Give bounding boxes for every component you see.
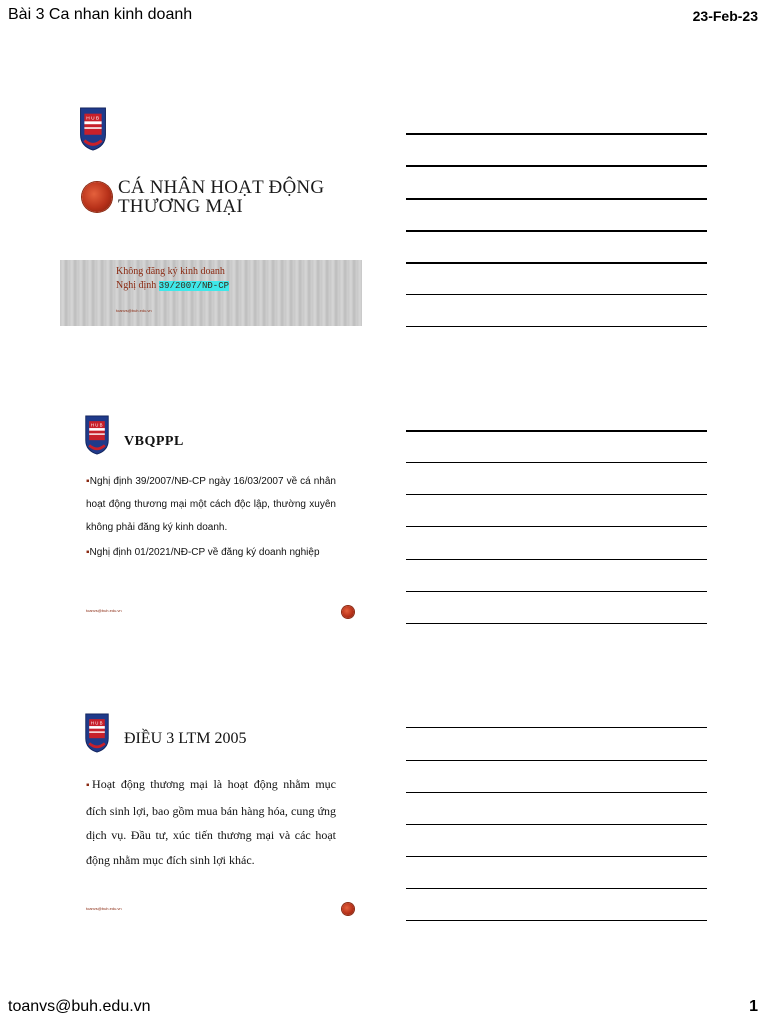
note-line [406,920,707,921]
slide-1-subtitle-line-1: Không đăng ký kinh doanh [116,266,225,277]
svg-text:H: H [90,422,95,428]
slide-2 [60,414,362,628]
slide-3-heading: ĐIỀU 3 LTM 2005 [124,730,247,747]
slide-1-title [118,178,324,216]
svg-text:U: U [95,422,99,428]
bullet-item [86,470,336,539]
slide-3 [60,712,362,924]
note-line [406,294,707,295]
slide-3-email: toanvs@buh.edu.vn [86,906,122,911]
hub-logo-icon [84,414,110,456]
bullet-icon: ▪ [86,547,90,558]
slide-1-title-line-1: CÁ NHÂN HOẠT ĐỘNG [118,177,325,198]
svg-text:B: B [99,422,103,428]
svg-text:B: B [99,720,103,726]
note-line [406,133,707,135]
hub-logo-icon [84,712,110,754]
slide-2-bullets [86,470,336,564]
bullet-text: Hoạt động thương mại là hoạt động nhằm mục đích sinh lợi, bao gồm mua bán hàng hóa, cung ứng dịch vụ. Đầu tư, xúc tiến thương mại và các hoạt động nhằm mục đích sinh lợi khác. [86,777,336,867]
note-line [406,760,707,761]
note-line [406,198,707,200]
note-line [406,326,707,327]
note-line [406,792,707,793]
decree-number-highlight: 39/2007/NĐ-CP [158,281,229,291]
note-line [406,856,707,857]
note-line [406,824,707,825]
slide-2-email: toanvs@buh.edu.vn [86,608,122,613]
slide-1-subtitle-band [60,260,362,326]
hub-logo-icon [78,106,108,152]
note-line [406,230,707,232]
seal-icon [342,606,354,618]
note-line [406,727,707,728]
seal-icon [82,182,112,212]
footer-email: toanvs@buh.edu.vn [8,998,151,1015]
header-date: 23-Feb-23 [692,8,758,24]
bullet-item [86,772,336,872]
note-line [406,888,707,889]
slide-2-heading: VBQPPL [124,434,184,449]
note-line [406,462,707,463]
note-line [406,494,707,495]
slide-1-subtitle-line-2 [116,280,229,291]
bullet-text: Nghị định 39/2007/NĐ-CP ngày 16/03/2007 về cá nhân hoạt động thương mại một cách độc lập, thường xuyên không phải đăng ký kinh doanh. [86,476,336,533]
svg-text:H: H [86,116,90,122]
slide-3-bullets [86,772,336,872]
note-line [406,430,707,432]
note-line [406,165,707,167]
svg-text:U: U [91,116,95,122]
note-line [406,526,707,527]
svg-text:U: U [95,720,99,726]
bullet-icon: ▪ [86,476,90,487]
svg-text:H: H [90,720,95,726]
slide-1-subtitle-prefix: Nghị định [116,280,159,291]
note-line [406,262,707,264]
bullet-icon: ▪ [86,780,93,791]
header-title: Bài 3 Ca nhan kinh doanh [8,6,193,23]
slide-1-title-line-2: THƯƠNG MẠI [118,196,243,217]
bullet-text: Nghị định 01/2021/NĐ-CP về đăng ký doanh nghiệp [89,547,320,558]
seal-icon [342,903,354,915]
slide-1 [60,106,362,328]
page-number: 1 [749,998,758,1015]
note-line [406,591,707,592]
note-line [406,559,707,560]
slide-1-email: toanvs@buh.edu.vn [116,308,152,313]
bullet-item [86,541,336,564]
note-line [406,623,707,624]
svg-text:B: B [95,116,100,122]
